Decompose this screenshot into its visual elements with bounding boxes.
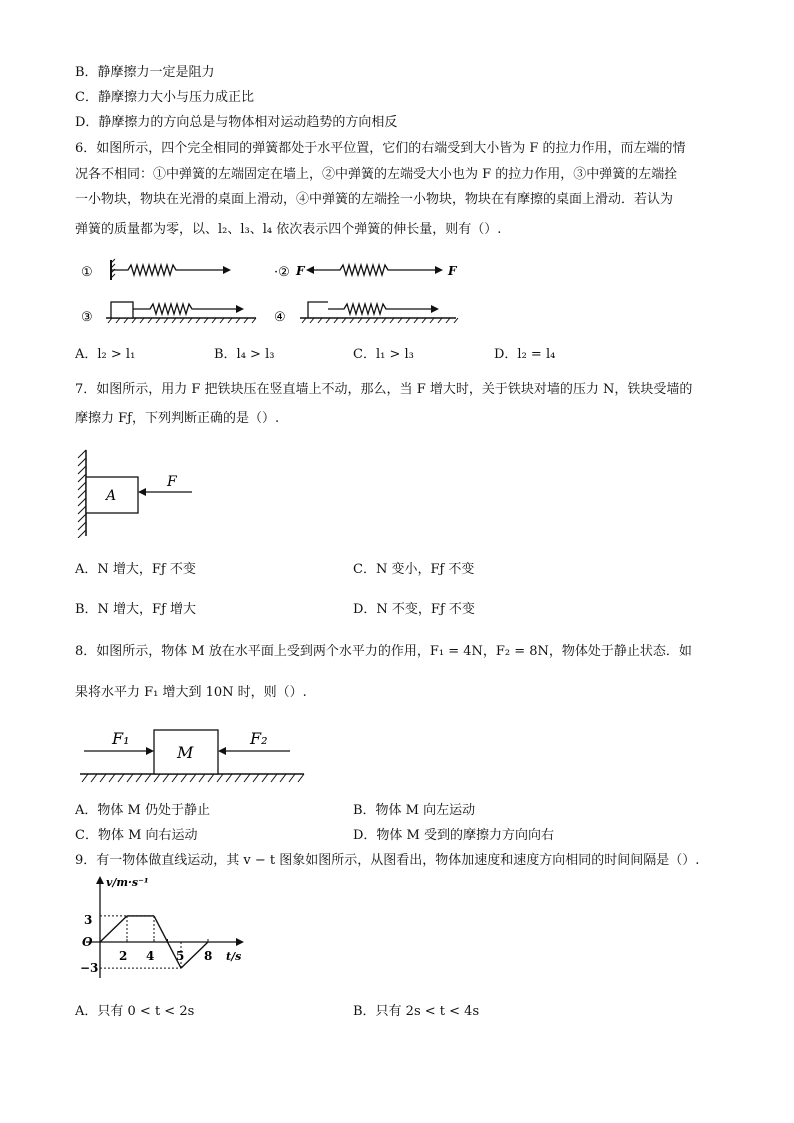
q6-fig-label-4: ④ [274, 310, 286, 325]
q5-option-b: B．静摩擦力一定是阻力 [75, 65, 215, 80]
q8-stem-line2: 果将水平力 F₁ 增大到 10N 时，则（）. [75, 685, 307, 700]
q6-option-a: A．l₂ > l₁ [75, 347, 136, 362]
q9-option-b: B．只有 2s < t < 4s [353, 1004, 480, 1019]
q6-stem-line2: 况各不相同：①中弹簧的左端固定在墙上，②中弹簧的左端受大小也为 F 的拉力作用，③中弹簧的左端拴 [75, 167, 678, 182]
q8-option-a: A．物体 M 仍处于静止 [75, 803, 210, 818]
q6-fig-f-left: F [296, 264, 305, 278]
q7-stem-line2: 摩擦力 Fƒ，下列判断正确的是（）. [75, 411, 280, 426]
chart-xtick-5: 5 [176, 949, 185, 963]
q8-option-c: C．物体 M 向右运动 [75, 828, 198, 843]
q6-stem-line3: 一小物块，物块在光滑的桌面上滑动，④中弹簧的左端拴一小物块，物块在有摩擦的桌面上滑动．若认为 [75, 192, 674, 207]
q7-stem-line1: 7．如图所示，用力 F 把铁块压在竖直墙上不动，那么，当 F 增大时，关于铁块对墙的压力 N，铁块受墙的 [75, 382, 693, 397]
chart-ylabel: v/m·s⁻¹ [106, 876, 149, 889]
q6-option-d: D．l₂ = l₄ [494, 347, 556, 362]
q5-option-d: D．静摩擦力的方向总是与物体相对运动趋势的方向相反 [75, 115, 398, 130]
q7-option-c: C．N 变小，Fƒ 不变 [353, 562, 475, 577]
q8-f2-label: F₂ [250, 729, 268, 748]
chart-xtick-8: 8 [204, 949, 213, 963]
chart-xlabel: t/s [226, 950, 242, 963]
q7-wall-block-figure [72, 448, 202, 538]
chart-xtick-2: 2 [119, 949, 128, 963]
chart-origin: O [82, 935, 93, 949]
q9-stem-line1: 9．有一物体做直线运动，其 v − t 图象如图所示，从图看出，物体加速度和速度方向相同的时间间隔是（）. [75, 853, 700, 868]
chart-xtick-4: 4 [146, 949, 155, 963]
q9-option-a: A．只有 0 < t < 2s [75, 1004, 195, 1019]
q5-option-c: C．静摩擦力大小与压力成正比 [75, 90, 254, 105]
q6-fig-label-2: ·② [274, 265, 290, 280]
q6-stem-line4: 弹簧的质量都为零，以、l₂、l₃、l₄ 依次表示四个弹簧的伸长量，则有（）. [75, 222, 502, 237]
q6-fig-f-right: F [448, 264, 457, 278]
q6-option-b: B．l₄ > l₃ [214, 347, 275, 362]
q7-option-b: B．N 增大，Fƒ 增大 [75, 602, 197, 617]
q8-block-label: M [177, 743, 194, 762]
q7-option-d: D．N 不变，Fƒ 不变 [353, 602, 475, 617]
series-segment-0 [100, 916, 127, 942]
q8-stem-line1: 8．如图所示，物体 M 放在水平面上受到两个水平力的作用，F₁ = 4N，F₂ = 8N，物体处于静止状态．如 [75, 644, 692, 659]
chart-ytick-neg3: −3 [80, 961, 99, 975]
q6-fig-label-1: ① [81, 265, 93, 280]
q8-option-d: D．物体 M 受到的摩擦力方向向右 [353, 828, 554, 843]
chart-ytick-3: 3 [84, 913, 93, 927]
q7-force-label: F [167, 474, 177, 490]
q9-vt-chart [80, 874, 260, 982]
q6-option-c: C．l₁ > l₃ [353, 347, 414, 362]
q8-f1-label: F₁ [112, 729, 130, 748]
q8-block-figure [78, 720, 308, 786]
q6-spring-figure [78, 254, 468, 329]
q7-option-a: A．N 增大，Fƒ 不变 [75, 562, 196, 577]
q8-option-b: B．物体 M 向左运动 [353, 803, 476, 818]
q6-stem-line1: 6．如图所示，四个完全相同的弹簧都处于水平位置，它们的右端受到大小皆为 F 的拉力作用，而左端的情 [75, 141, 686, 156]
q6-fig-label-3: ③ [81, 310, 93, 325]
q7-block-label: A [106, 488, 117, 504]
